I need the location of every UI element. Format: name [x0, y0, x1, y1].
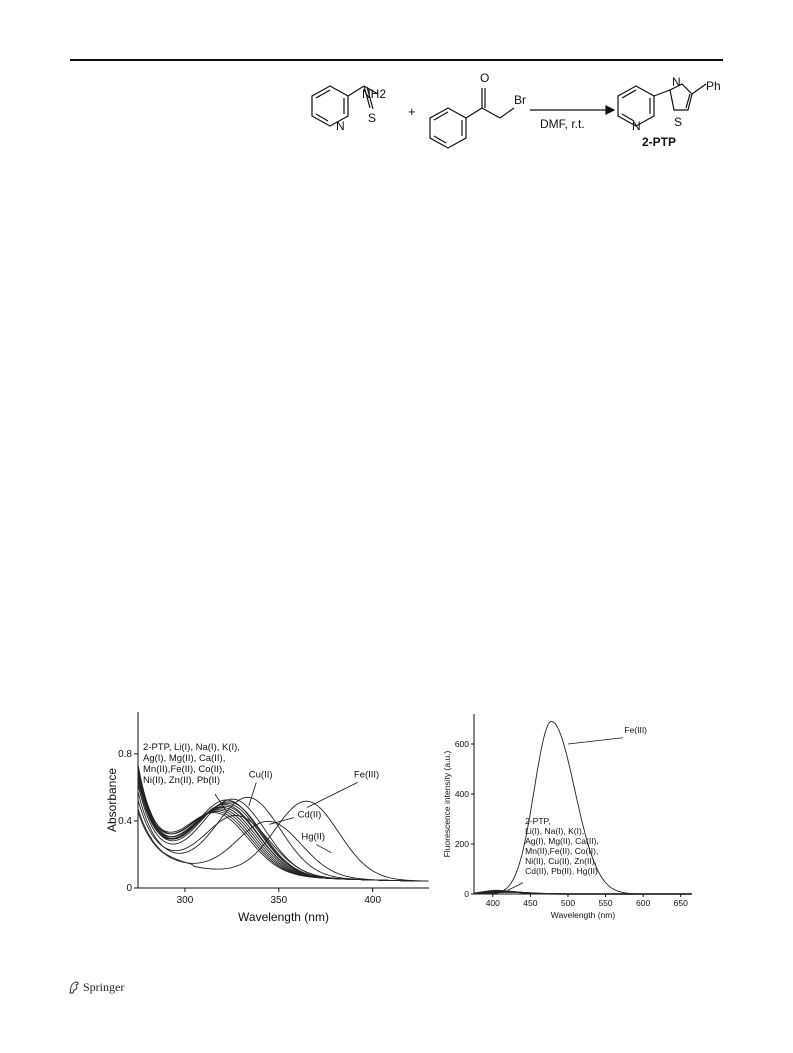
product-atom-n2: N	[672, 75, 681, 89]
x-tick-label: 400	[485, 898, 500, 908]
fluorescence-chart-svg	[440, 708, 700, 930]
springer-horse-icon	[68, 981, 80, 994]
annotation-arrow-fe-iii	[568, 738, 623, 744]
legend-group-line-0: 2-PTP,	[525, 816, 551, 826]
annotation-cu-ii: Cu(II)	[248, 769, 273, 781]
x-axis-label: Wavelength (nm)	[238, 910, 329, 924]
annotation-arrow-fe-iii	[307, 782, 358, 807]
reagent1-atom-n: N	[336, 119, 345, 133]
x-tick-label: 450	[523, 898, 538, 908]
product-substituent: Ph	[706, 79, 721, 93]
annotation-arrow-cu-ii	[249, 782, 257, 805]
reagent2-atom-br: Br	[514, 93, 526, 107]
absorbance-series-14	[138, 809, 428, 881]
annotation-fe-iii: Fe(III)	[353, 769, 380, 781]
x-tick-label: 600	[636, 898, 651, 908]
absorbance-chart-svg	[100, 708, 440, 940]
legend-group-line-1: Li(I), Na(I), K(I),	[525, 826, 585, 836]
x-tick-label: 550	[598, 898, 613, 908]
annotation-arrow-hg-ii	[316, 844, 331, 852]
absorbance-chart	[100, 708, 440, 940]
reaction-scheme-svg	[300, 64, 750, 164]
y-axis-label: Fluorescence intensity (a.u.)	[442, 750, 452, 858]
publisher-name: Springer	[83, 980, 125, 994]
legend-group-line-3: Mn(II),Fe(II), Co(II),	[525, 846, 599, 856]
legend-group-line-1: Ag(I), Mg(II), Ca(II),	[143, 753, 226, 764]
x-tick-label: 350	[270, 895, 288, 906]
x-tick-label: 300	[176, 895, 194, 906]
reaction-scheme	[300, 64, 750, 164]
footer	[68, 980, 124, 995]
x-tick-label: 650	[673, 898, 688, 908]
y-tick-label: 0.8	[118, 748, 132, 760]
reaction-conditions: DMF, r.t.	[540, 117, 585, 131]
reagent1-substituent: NH2	[362, 87, 387, 101]
x-axis-label: Wavelength (nm)	[550, 910, 616, 920]
legend-group-line-0: 2-PTP, Li(I), Na(I), K(I),	[143, 742, 240, 753]
header-rule	[70, 59, 723, 61]
reagent1-atom-s: S	[368, 111, 377, 125]
annotation-fe-iii: Fe(III)	[624, 724, 648, 735]
fluorescence-chart	[440, 708, 700, 930]
annotation-cd-ii: Cd(II)	[297, 809, 322, 821]
x-tick-label: 500	[560, 898, 576, 908]
y-axis-label: Absorbance	[105, 767, 119, 833]
x-tick-label: 400	[364, 895, 382, 906]
y-tick-label: 600	[454, 739, 469, 749]
product-name: 2-PTP	[642, 135, 677, 149]
reagent2-atom-o: O	[480, 71, 490, 85]
product-atom-n1: N	[632, 119, 641, 133]
legend-group-line-2: Mn(II),Fe(II), Co(II),	[143, 764, 225, 775]
annotation-hg-ii: Hg(II)	[301, 831, 326, 843]
y-tick-label: 200	[454, 839, 469, 849]
absorbance-series-8	[138, 776, 428, 882]
legend-group-line-2: Ag(I), Mg(II), Ca(II),	[525, 836, 599, 846]
y-tick-label: 400	[454, 789, 469, 799]
legend-group-line-5: Cd(II), Pb(II), Hg(II)	[525, 866, 598, 876]
y-tick-label: 0	[126, 883, 132, 894]
product-atom-s: S	[674, 115, 683, 129]
legend-group-line-4: Ni(II), Cu(II), Zn(II),	[525, 856, 597, 866]
legend-group-line-3: Ni(II), Zn(II), Pb(II)	[143, 775, 221, 786]
plus-sign: +	[408, 104, 416, 119]
y-tick-label: 0	[464, 889, 469, 899]
y-tick-label: 0.4	[118, 815, 132, 827]
benzene-ring	[430, 108, 466, 148]
